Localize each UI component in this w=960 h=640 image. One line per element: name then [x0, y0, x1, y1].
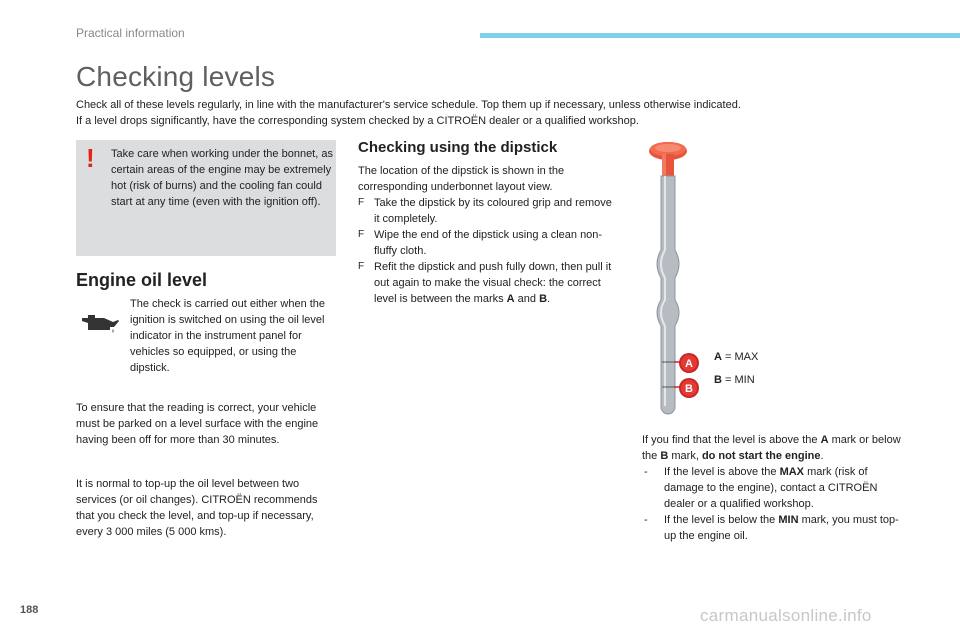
intro-text: [76, 97, 896, 129]
list-item: F Wipe the end of the dipstick using a clean non-fluffy cloth.: [358, 229, 603, 257]
legend-max: A = MAX: [714, 351, 759, 363]
list-item: - If the level is below the MIN mark, you must top-up the engine oil.: [644, 514, 899, 542]
watermark: carmanualsonline.info: [700, 606, 872, 625]
checkbox-bullet: F: [358, 229, 365, 240]
intro-line-2: If a level drops significantly, have the corresponding system checked by a CITROËN dealer or a qualified workshop.: [76, 115, 639, 127]
page-title: Checking levels: [76, 61, 276, 92]
warning-text: Take care when working under the bonnet, as certain areas of the engine may be extremely hot (risk of burns) and the cooling fan could start at any time (even with the ignition off).: [111, 148, 333, 208]
result-intro: If you find that the level is above the A mark or below the B mark, do not start the engine.: [642, 434, 901, 462]
section-label: Practical information: [76, 26, 185, 40]
dipstick-steps: [358, 195, 620, 307]
oil-indicator-text: The check is carried out either when the ignition is switched on using the oil level indicator in the instrument panel for vehicles so equipped, or using the dipstick.: [130, 298, 326, 374]
marker-b: B: [685, 383, 693, 395]
oil-can-icon: [80, 312, 120, 334]
legend-min: B = MIN: [714, 374, 755, 386]
dipstick-heading: Checking using the dipstick: [358, 139, 558, 156]
list-item: F Take the dipstick by its coloured grip and remove it completely.: [358, 197, 612, 225]
marker-a: A: [685, 358, 693, 370]
level-result-text: [642, 432, 902, 544]
oil-paragraph-topup: It is normal to top-up the oil level between two services (or oil changes). CITROËN recommends that you check the level, and top-up if necessary, every 3 000 miles (5 000 kms).: [76, 478, 318, 538]
result-list: [642, 464, 902, 544]
list-item: - If the level is above the MAX mark (risk of damage to the engine), contact a CITROËN dealer or a qualified workshop.: [644, 466, 878, 510]
checkbox-bullet: F: [358, 197, 365, 208]
oil-paragraph-level: To ensure that the reading is correct, your vehicle must be parked on a level surface with the engine having been off for more than 30 minutes.: [76, 402, 319, 446]
intro-line-1: Check all of these levels regularly, in line with the manufacturer's service schedule. Top them up if necessary, unless otherwise indicated.: [76, 99, 741, 111]
dipstick-illustration: [640, 140, 710, 415]
checkbox-bullet: F: [358, 261, 365, 272]
header-accent-bar: [480, 33, 960, 38]
page-number: 188: [20, 604, 39, 616]
warning-icon: !: [86, 143, 95, 173]
list-item: F Refit the dipstick and push fully down, then pull it out again to make the visual check: the correct level is between the marks A and B.: [358, 261, 612, 305]
engine-oil-heading: Engine oil level: [76, 270, 208, 290]
dipstick-intro: The location of the dipstick is shown in the corresponding underbonnet layout view.: [358, 165, 565, 193]
